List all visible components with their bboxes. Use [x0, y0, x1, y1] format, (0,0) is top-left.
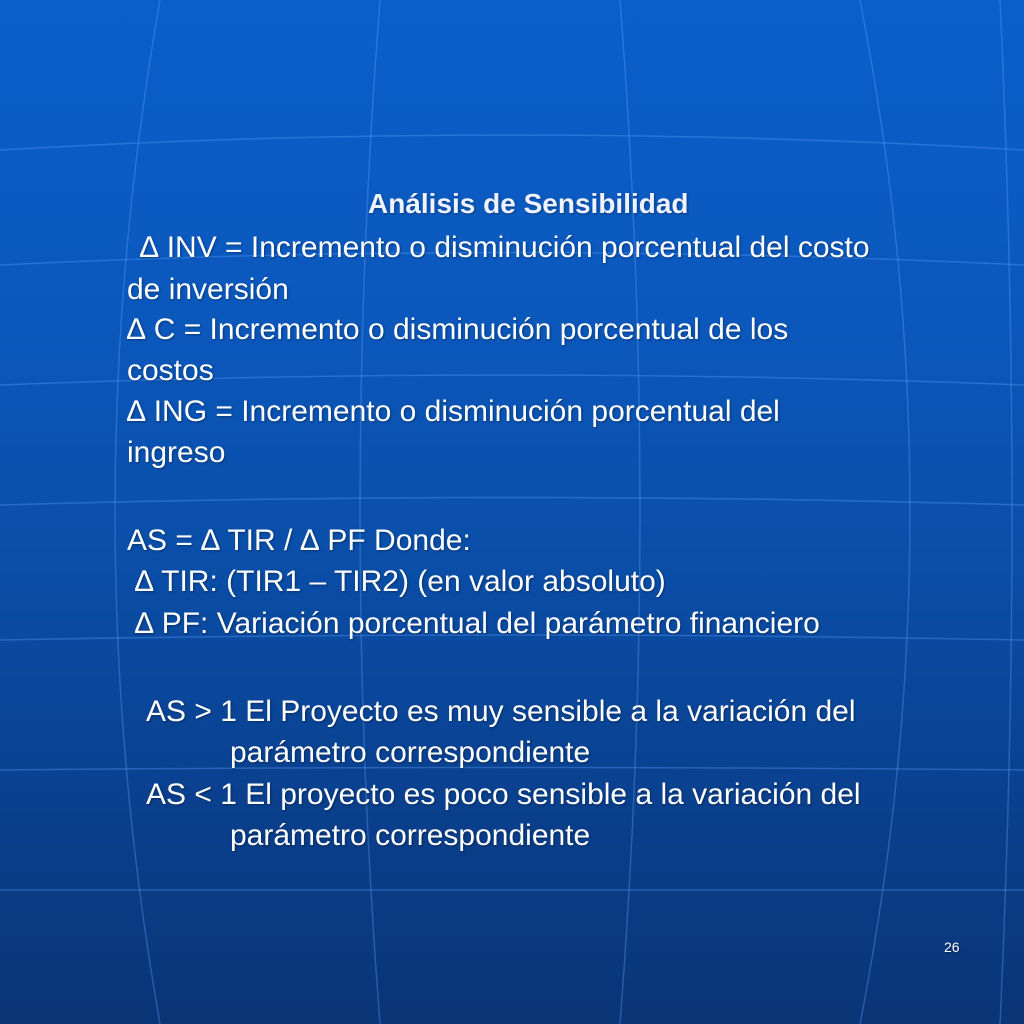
slide-title: Análisis de Sensibilidad [368, 188, 689, 219]
formula-pf: ∆ PF: Variación porcentual del parámetro financiero [135, 607, 820, 640]
formula-main: AS = ∆ TIR / ∆ PF Donde: [127, 524, 471, 557]
condition-high-line1: AS > 1 El Proyecto es muy sensible a la variación del [146, 695, 856, 728]
definition-ing-line1: ∆ ING = Incremento o disminución porcentual del [127, 395, 780, 428]
definition-inv-line1: ∆ INV = Incremento o disminución porcentual del costo [140, 231, 870, 264]
definition-ing-line2: ingreso [127, 436, 226, 469]
definition-c-line1: ∆ C = Incremento o disminución porcentual de los [127, 313, 789, 346]
definition-c-line2: costos [127, 354, 214, 387]
condition-low-line1: AS < 1 El proyecto es poco sensible a la variación del [146, 778, 861, 811]
condition-high-line2: parámetro correspondiente [230, 736, 591, 769]
formula-tir: ∆ TIR: (TIR1 – TIR2) (en valor absoluto) [135, 565, 666, 598]
definition-inv-line2: de inversión [127, 273, 289, 306]
page-number: 26 [944, 939, 960, 955]
condition-low-line2: parámetro correspondiente [230, 819, 591, 852]
